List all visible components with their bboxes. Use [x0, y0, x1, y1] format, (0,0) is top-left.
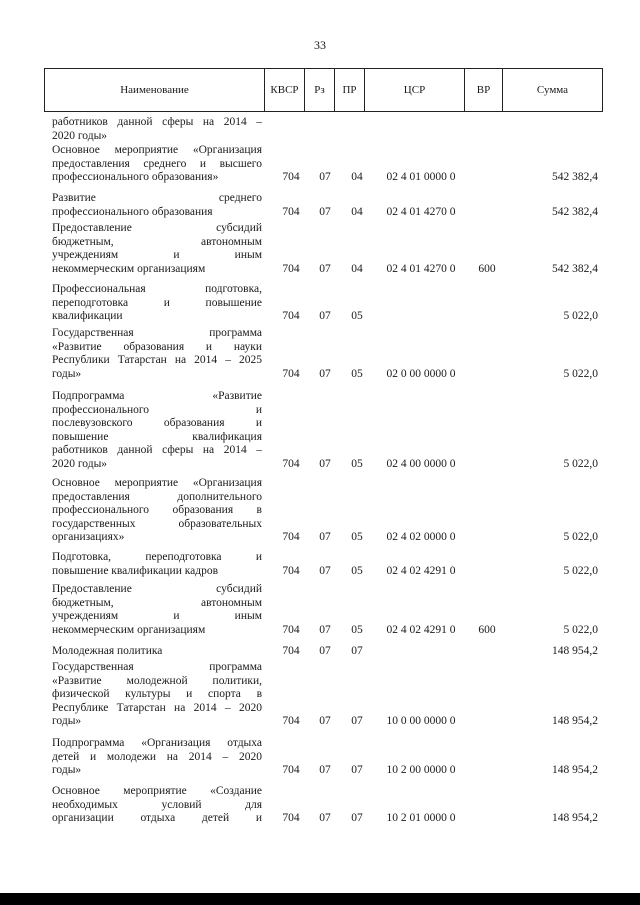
- row-name-line: Республике Татарстан на 2014 – 2020: [52, 701, 262, 714]
- row-name-line: государственных образовательных: [52, 517, 262, 530]
- header-name: Наименование: [45, 69, 265, 112]
- row-name-line: профессионального образования: [52, 205, 213, 218]
- cell-rz: 07: [319, 171, 331, 184]
- row-name: [52, 116, 262, 143]
- cell-csr: 02 4 01 4270 0: [386, 205, 456, 218]
- row-name-line: Основное мероприятие «Организация: [52, 144, 262, 156]
- header-csr: ЦСР: [365, 69, 465, 112]
- cell-csr: 02 4 02 4291 0: [386, 564, 456, 577]
- row-name-line: предоставления дополнительного: [52, 490, 262, 503]
- row-name: [52, 645, 262, 659]
- cell-rz: 07: [319, 310, 331, 323]
- row-name-line: Государственная программа: [52, 327, 262, 339]
- row-name-line: переподготовка и повышение: [52, 296, 262, 309]
- cell-kvsr: 704: [282, 458, 300, 470]
- cell-rz: 07: [319, 645, 331, 657]
- header-kvsr: КВСР: [265, 69, 305, 112]
- row-name-line: Республики Татарстан на 2014 – 2025: [52, 354, 262, 367]
- cell-pr: 04: [351, 262, 363, 275]
- cell-pr: 04: [351, 205, 363, 218]
- row-name-line: квалификации: [52, 310, 123, 323]
- row-name-line: годы»: [52, 764, 82, 777]
- table-header: [44, 68, 603, 112]
- cell-rz: 07: [319, 764, 331, 777]
- row-name-line: работников данной сферы на 2014 –: [52, 116, 262, 128]
- row-name-line: работников данной сферы на 2014 –: [52, 444, 262, 457]
- cell-csr: 02 0 00 0000 0: [386, 367, 456, 380]
- cell-csr: 02 4 00 0000 0: [386, 458, 456, 470]
- cell-pr: 05: [351, 531, 363, 544]
- row-name: [52, 785, 262, 826]
- cell-kvsr: 704: [282, 205, 300, 218]
- row-name-line: Предоставление субсидий: [52, 222, 262, 234]
- row-name: [52, 222, 262, 276]
- row-name-line: Профессиональная подготовка,: [52, 283, 262, 295]
- row-name: [52, 477, 262, 545]
- cell-csr: 10 2 00 0000 0: [386, 764, 456, 777]
- cell-rz: 07: [319, 623, 331, 636]
- cell-sum: 148 954,2: [552, 812, 598, 825]
- row-name-line: 2020 годы»: [52, 129, 108, 142]
- cell-rz: 07: [319, 715, 331, 728]
- cell-kvsr: 704: [282, 564, 300, 577]
- cell-rz: 07: [319, 262, 331, 275]
- cell-rz: 07: [319, 205, 331, 218]
- row-name-line: Подпрограмма «Развитие: [52, 390, 262, 402]
- row-name-line: детей и молодежи на 2014 – 2020: [52, 750, 262, 763]
- cell-kvsr: 704: [282, 262, 300, 275]
- row-name-line: Подготовка, переподготовка и: [52, 551, 262, 563]
- cell-kvsr: 704: [282, 171, 300, 184]
- cell-pr: 07: [351, 764, 363, 777]
- cell-pr: 05: [351, 310, 363, 323]
- cell-rz: 07: [319, 458, 331, 470]
- row-name-line: повышение квалификация: [52, 430, 262, 443]
- row-name-line: Государственная программа: [52, 661, 262, 673]
- cell-sum: 5 022,0: [563, 531, 598, 544]
- row-name-line: организации отдыха детей и: [52, 812, 262, 825]
- cell-vr: 600: [478, 262, 496, 275]
- row-name-line: профессионального образования»: [52, 171, 219, 184]
- row-name-line: некоммерческим организациям: [52, 623, 206, 636]
- row-name: [52, 192, 262, 219]
- cell-pr: 05: [351, 367, 363, 380]
- row-name: [52, 661, 262, 729]
- row-name-line: Основное мероприятие «Организация: [52, 477, 262, 489]
- row-name: [52, 737, 262, 778]
- cell-kvsr: 704: [282, 367, 300, 380]
- row-name-line: некоммерческим организациям: [52, 262, 206, 275]
- cell-pr: 05: [351, 623, 363, 636]
- cell-sum: 5 022,0: [563, 310, 598, 323]
- row-name-line: учреждениям и иным: [52, 249, 262, 262]
- row-name-line: профессионального и: [52, 403, 262, 416]
- row-name-line: «Развитие образования и науки: [52, 340, 262, 353]
- cell-sum: 148 954,2: [552, 764, 598, 777]
- header-vr: ВР: [465, 69, 503, 112]
- cell-sum: 542 382,4: [552, 262, 598, 275]
- cell-sum: 148 954,2: [552, 715, 598, 728]
- cell-pr: 07: [351, 812, 363, 825]
- row-name-line: предоставления среднего и высшего: [52, 157, 262, 170]
- row-name: [52, 283, 262, 324]
- cell-sum: 5 022,0: [563, 564, 598, 577]
- row-name-line: бюджетным, автономным: [52, 235, 262, 248]
- row-name-line: профессионального образования в: [52, 504, 262, 517]
- cell-vr: 600: [478, 623, 496, 636]
- page-number: 33: [314, 38, 326, 52]
- cell-kvsr: 704: [282, 764, 300, 777]
- row-name: [52, 327, 262, 381]
- row-name-line: Предоставление субсидий: [52, 583, 262, 595]
- cell-csr: 10 0 00 0000 0: [386, 715, 456, 728]
- row-name-line: необходимых условий для: [52, 798, 262, 811]
- row-name: [52, 551, 262, 578]
- cell-pr: 07: [351, 715, 363, 728]
- cell-rz: 07: [319, 812, 331, 825]
- row-name: [52, 144, 262, 185]
- row-name-line: физической культуры и спорта в: [52, 688, 262, 701]
- cell-kvsr: 704: [282, 715, 300, 728]
- row-name-line: послевузовского образования и: [52, 417, 262, 430]
- row-name-line: годы»: [52, 715, 82, 728]
- cell-csr: 02 4 02 0000 0: [386, 531, 456, 544]
- cell-csr: 02 4 02 4291 0: [386, 623, 456, 636]
- cell-sum: 5 022,0: [563, 623, 598, 636]
- cell-rz: 07: [319, 564, 331, 577]
- cell-csr: 02 4 01 4270 0: [386, 262, 456, 275]
- cell-sum: 5 022,0: [563, 458, 598, 470]
- row-name-line: Подпрограмма «Организация отдыха: [52, 737, 262, 749]
- row-name-line: организациях»: [52, 531, 125, 544]
- cell-pr: 04: [351, 171, 363, 184]
- cell-csr: 10 2 01 0000 0: [386, 812, 456, 825]
- cell-sum: 542 382,4: [552, 205, 598, 218]
- row-name-line: бюджетным, автономным: [52, 596, 262, 609]
- row-name-line: Молодежная политика: [52, 645, 163, 657]
- cell-sum: 5 022,0: [563, 367, 598, 380]
- scan-edge: [0, 893, 640, 905]
- row-name-line: учреждениям и иным: [52, 610, 262, 623]
- header-sum: Сумма: [503, 69, 603, 112]
- header-rz: Рз: [305, 69, 335, 112]
- cell-rz: 07: [319, 531, 331, 544]
- cell-sum: 148 954,2: [552, 645, 598, 657]
- cell-kvsr: 704: [282, 645, 300, 657]
- row-name-line: Развитие среднего: [52, 192, 262, 204]
- cell-kvsr: 704: [282, 310, 300, 323]
- row-name-line: 2020 годы»: [52, 457, 108, 470]
- row-name: [52, 583, 262, 637]
- row-name-line: повышение квалификации кадров: [52, 564, 219, 577]
- cell-rz: 07: [319, 367, 331, 380]
- header-pr: ПР: [335, 69, 365, 112]
- cell-pr: 07: [351, 645, 363, 657]
- cell-pr: 05: [351, 458, 363, 470]
- cell-sum: 542 382,4: [552, 171, 598, 184]
- cell-pr: 05: [351, 564, 363, 577]
- row-name-line: «Развитие молодежной политики,: [52, 674, 262, 687]
- row-name: [52, 390, 262, 472]
- cell-kvsr: 704: [282, 812, 300, 825]
- row-name-line: годы»: [52, 367, 82, 380]
- cell-kvsr: 704: [282, 623, 300, 636]
- cell-kvsr: 704: [282, 531, 300, 544]
- row-name-line: Основное мероприятие «Создание: [52, 785, 262, 797]
- cell-csr: 02 4 01 0000 0: [386, 171, 456, 184]
